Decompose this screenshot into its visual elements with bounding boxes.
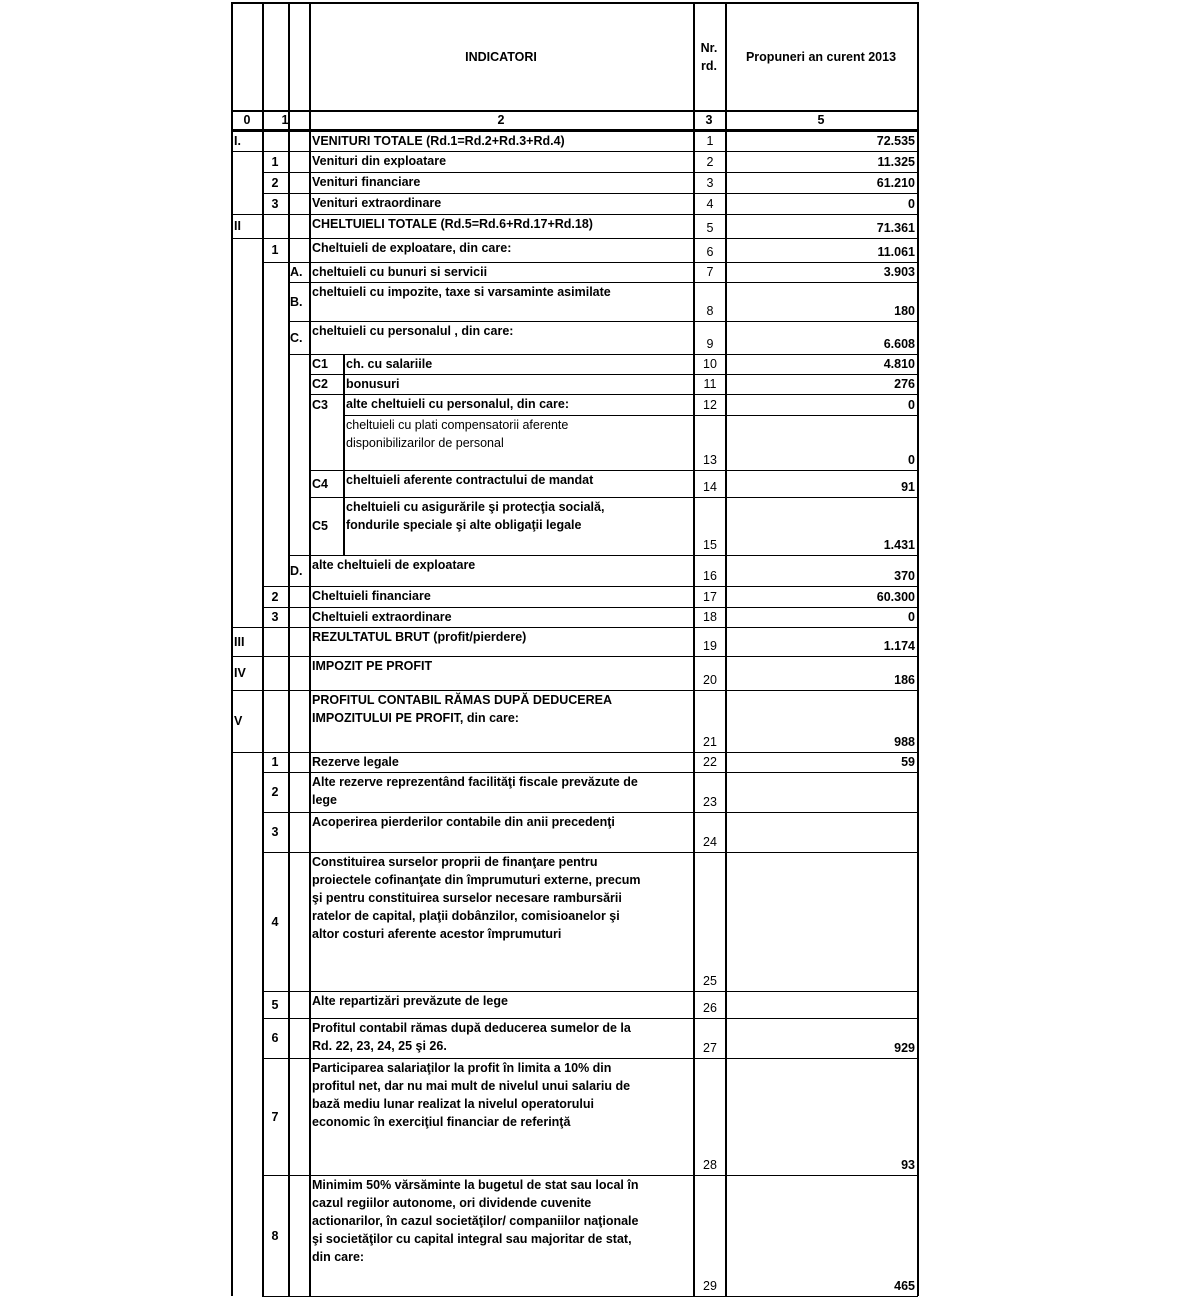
row-nr: 14 <box>703 480 717 494</box>
row-label: lege <box>312 793 338 807</box>
row-label: şi societăţilor cu capital integral sau majoritar de stat, <box>312 1232 632 1246</box>
row-label: cheltuieli cu asigurările şi protecţia socială, <box>346 500 605 514</box>
row-sub: C5 <box>312 519 328 533</box>
row-label: ratelor de capital, plaţii dobânzilor, comisioanelor şi <box>312 909 620 923</box>
header-nr-line2: rd. <box>701 59 717 73</box>
row-nr: 20 <box>703 673 717 687</box>
row-number: 3 <box>271 196 279 211</box>
row-number: 1 <box>271 755 279 769</box>
row-label: REZULTATUL BRUT (profit/pierdere) <box>312 630 527 644</box>
table-rule <box>725 2 727 131</box>
row-label: Alte repartizări prevăzute de lege <box>312 994 508 1008</box>
table-rule <box>917 131 919 1296</box>
row-value: 0 <box>908 453 915 467</box>
row-letter: C. <box>290 330 303 345</box>
row-value: 988 <box>894 735 915 749</box>
row-nr: 23 <box>703 795 717 809</box>
row-label: disponibilizarilor de personal <box>346 436 504 450</box>
row-value: 72.535 <box>876 134 915 148</box>
row-nr: 5 <box>706 221 714 235</box>
row-label: cheltuieli aferente contractului de mandat <box>346 473 594 487</box>
row-label: Acoperirea pierderilor contabile din anii precedenţi <box>312 815 615 829</box>
row-roman: IV <box>234 666 246 680</box>
row-number: 8 <box>271 1228 279 1243</box>
table-rule <box>231 2 233 131</box>
table-rule <box>262 2 264 131</box>
row-letter: D. <box>290 563 303 578</box>
row-nr: 1 <box>706 134 714 148</box>
row-value: 11.061 <box>877 245 915 259</box>
row-value: 93 <box>901 1158 915 1172</box>
row-label: Venituri financiare <box>312 175 421 189</box>
row-label: alte cheltuieli cu personalul, din care: <box>346 397 569 411</box>
row-number: 1 <box>271 243 279 257</box>
row-nr: 27 <box>703 1041 717 1055</box>
row-label: Constituirea surselor proprii de finanţare pentru <box>312 855 598 869</box>
row-label: Venituri extraordinare <box>312 196 442 210</box>
row-value: 11.325 <box>877 155 915 169</box>
table-rule <box>231 2 918 4</box>
row-label: Minimim 50% vărsăminte la bugetul de stat sau local în <box>312 1178 639 1192</box>
row-label: Venituri din exploatare <box>312 154 447 168</box>
row-value: 465 <box>894 1279 915 1293</box>
row-label: Participarea salariaţilor la profit în limita a 10% din <box>312 1061 612 1075</box>
row-value: 1.431 <box>883 538 915 552</box>
row-nr: 26 <box>703 1001 717 1015</box>
row-number: 5 <box>271 997 279 1012</box>
row-sub: C2 <box>312 377 328 391</box>
table-rule <box>231 131 233 1296</box>
row-nr: 3 <box>706 176 714 190</box>
row-label: din care: <box>312 1250 365 1264</box>
row-nr: 2 <box>706 155 714 169</box>
row-nr: 28 <box>703 1158 717 1172</box>
row-number: 6 <box>271 1031 279 1045</box>
row-value: 59 <box>901 755 915 769</box>
header-nr-line1: Nr. <box>700 41 718 55</box>
table-rule <box>917 2 919 131</box>
row-value: 3.903 <box>883 265 915 279</box>
row-roman: V <box>234 714 243 728</box>
row-value: 1.174 <box>883 639 915 653</box>
row-number: 4 <box>271 914 279 929</box>
row-roman: III <box>234 634 245 649</box>
row-nr: 8 <box>706 304 714 318</box>
row-letter: A. <box>290 265 303 279</box>
row-number: 3 <box>271 610 279 624</box>
row-label: proiectele cofinanţate din împrumuturi externe, precum <box>312 873 641 887</box>
row-label: Rd. 22, 23, 24, 25 şi 26. <box>312 1039 447 1053</box>
row-nr: 6 <box>706 245 714 259</box>
row-label: alte cheltuieli de exploatare <box>312 558 476 572</box>
row-label: Profitul contabil rămas după deducerea sumelor de la <box>312 1021 631 1035</box>
row-label: şi pentru constituirea surselor necesare rambursării <box>312 891 622 905</box>
row-value: 186 <box>894 673 915 687</box>
table-rule <box>309 2 311 131</box>
row-sub: C1 <box>312 357 328 371</box>
row-label: Cheltuieli extraordinare <box>312 610 452 624</box>
row-number: 3 <box>271 825 279 839</box>
row-nr: 18 <box>703 610 717 624</box>
row-nr: 22 <box>703 755 717 769</box>
row-label: cazul regiilor autonome, ori dividende cuvenite <box>312 1196 592 1210</box>
row-nr: 25 <box>703 974 717 988</box>
row-nr: 15 <box>703 538 717 552</box>
row-value: 61.210 <box>876 176 915 190</box>
row-label: IMPOZITULUI PE PROFIT, din care: <box>312 711 519 725</box>
row-value: 0 <box>908 197 915 211</box>
row-label: ch. cu salariile <box>346 357 433 371</box>
row-label: Cheltuieli financiare <box>312 589 431 603</box>
row-nr: 7 <box>706 265 714 279</box>
colnum-2: 2 <box>497 113 505 127</box>
row-sub: C4 <box>312 476 328 491</box>
table-rule <box>309 131 311 1296</box>
row-value: 929 <box>894 1041 915 1055</box>
row-nr: 12 <box>703 398 717 412</box>
row-letter: B. <box>290 294 303 309</box>
colnum-3: 3 <box>705 113 713 127</box>
row-nr: 4 <box>706 197 714 211</box>
row-nr: 11 <box>703 377 717 391</box>
row-label: Alte rezerve reprezentând facilităţi fiscale prevăzute de <box>312 775 638 789</box>
colnum-0: 0 <box>243 113 251 127</box>
row-label: CHELTUIELI TOTALE (Rd.5=Rd.6+Rd.17+Rd.18) <box>312 217 593 231</box>
row-nr: 17 <box>703 590 717 604</box>
row-label: economic în exerciţiul financiar de referinţă <box>312 1115 571 1129</box>
row-number: 1 <box>271 154 279 169</box>
row-value: 0 <box>908 610 915 624</box>
row-nr: 13 <box>703 453 717 467</box>
row-nr: 19 <box>703 639 717 653</box>
row-sub: C3 <box>312 397 328 412</box>
table-rule <box>343 354 345 555</box>
row-label: actionarilor, în cazul societăţilor/ companiilor naţionale <box>312 1214 639 1228</box>
row-label: cheltuieli cu impozite, taxe si varsaminte asimilate <box>312 285 611 299</box>
row-number: 2 <box>271 785 279 799</box>
row-label: cheltuieli cu plati compensatorii aferente <box>346 418 569 432</box>
row-label: fondurile speciale şi alte obligaţii legale <box>346 518 582 532</box>
colnum-1: 1 <box>281 113 289 127</box>
row-label: Rezerve legale <box>312 755 399 769</box>
row-label: Cheltuieli de exploatare, din care: <box>312 241 512 255</box>
row-label: cheltuieli cu bunuri si servicii <box>312 265 488 279</box>
row-nr: 21 <box>703 735 717 749</box>
row-value: 370 <box>894 569 915 583</box>
row-value: 6.608 <box>883 337 915 351</box>
row-label: VENITURI TOTALE (Rd.1=Rd.2+Rd.3+Rd.4) <box>312 134 565 148</box>
table-rule <box>231 110 918 112</box>
colnum-5: 5 <box>817 113 825 127</box>
header-indicatori: INDICATORI <box>465 50 537 64</box>
row-label: IMPOZIT PE PROFIT <box>312 659 433 673</box>
row-value: 4.810 <box>883 357 915 371</box>
row-label: PROFITUL CONTABIL RĂMAS DUPĂ DEDUCEREA <box>312 693 613 707</box>
row-nr: 16 <box>703 569 717 583</box>
row-value: 0 <box>908 398 915 412</box>
row-nr: 29 <box>703 1279 717 1293</box>
row-label: bonusuri <box>346 377 400 391</box>
row-number: 2 <box>271 589 279 604</box>
row-value: 91 <box>901 480 915 494</box>
row-roman: II <box>234 219 241 233</box>
row-value: 276 <box>894 377 915 391</box>
row-label: altor costuri aferente acestor împrumuturi <box>312 927 562 941</box>
header-value: Propuneri an curent 2013 <box>745 50 897 64</box>
row-label: cheltuieli cu personalul , din care: <box>312 324 514 338</box>
row-label: bază mediu lunar realizat la nivelul operatorului <box>312 1097 595 1111</box>
table-rule <box>288 2 290 131</box>
row-value: 71.361 <box>876 221 915 235</box>
table-rule <box>693 2 695 131</box>
row-number: 7 <box>271 1109 279 1124</box>
row-roman: I. <box>234 134 241 148</box>
row-number: 2 <box>271 175 279 190</box>
table-rule <box>262 1296 918 1297</box>
row-nr: 10 <box>703 357 717 371</box>
row-nr: 9 <box>706 337 714 351</box>
row-value: 60.300 <box>876 590 915 604</box>
row-value: 180 <box>894 304 915 318</box>
row-label: profitul net, dar nu mai mult de nivelul unui salariu de <box>312 1079 631 1093</box>
row-nr: 24 <box>703 835 717 849</box>
